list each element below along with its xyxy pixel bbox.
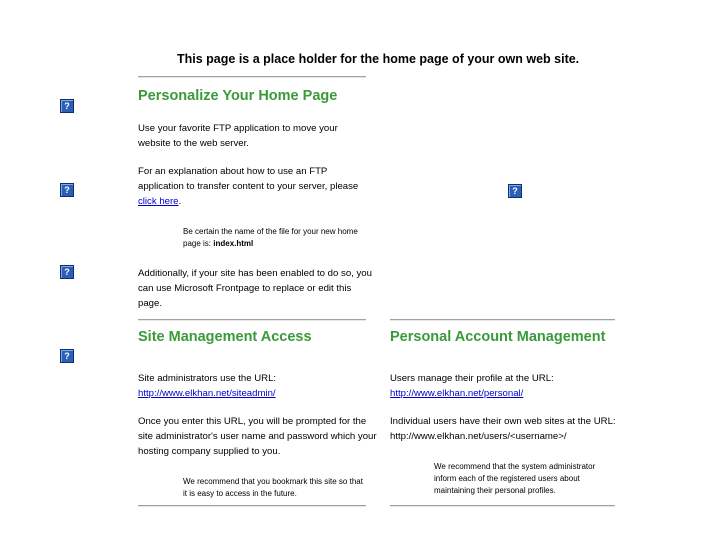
click-here-link[interactable]: click here [138, 196, 179, 207]
site-management-paragraph-1: Site administrators use the URL: [138, 373, 277, 384]
personalize-title: Personalize Your Home Page [138, 88, 338, 104]
personal-account-paragraph-1: Users manage their profile at the URL: [390, 373, 554, 384]
page-headline: This page is a place holder for the home page of your own web site. [177, 52, 580, 66]
site-management-note: We recommend that you bookmark this site so that it is easy to access in the future. [183, 477, 363, 498]
siteadmin-url-link[interactable]: http://www.elkhan.net/siteadmin/ [138, 388, 276, 399]
question-icon[interactable]: ? [60, 265, 74, 279]
personalize-paragraph-3: Additionally, if your site has been enabled to do so, you can use Microsoft Frontpage to replace or edit this page. [138, 268, 372, 309]
question-icon[interactable]: ? [60, 99, 74, 113]
personal-url-link[interactable]: http://www.elkhan.net/personal/ [390, 388, 524, 399]
question-icon[interactable]: ? [60, 349, 74, 363]
site-management-title: Site Management Access [138, 329, 312, 345]
question-icon[interactable]: ? [60, 183, 74, 197]
personal-account-note: We recommend that the system administrator inform each of the registered users about maintaining their personal profiles. [434, 462, 596, 495]
divider [390, 319, 615, 321]
personal-account-paragraph-2: Individual users have their own web sites at the URL: http://www.elkhan.net/users/<username>/ [390, 416, 616, 442]
personalize-paragraph-2-text: For an explanation about how to use an FTP application to transfer content to your server, please [138, 166, 359, 192]
personalize-note-filename: index.html [213, 239, 254, 248]
personal-account-title: Personal Account Management [390, 329, 606, 345]
divider [138, 319, 366, 321]
question-icon[interactable]: ? [508, 184, 522, 198]
personalize-note [183, 226, 358, 250]
personalize-paragraph-2 [138, 164, 373, 209]
divider [138, 76, 366, 78]
period: . [178, 196, 182, 207]
personalize-note-text: Be certain the name of the file for your new home page is: [183, 227, 358, 248]
site-management-paragraph-2: Once you enter this URL, you will be prompted for the site administrator's user name and password which your hosting company supplied to you. [138, 416, 377, 457]
divider [138, 505, 366, 507]
divider [390, 505, 615, 507]
personalize-paragraph-1: Use your favorite FTP application to move your website to the web server. [138, 123, 338, 149]
